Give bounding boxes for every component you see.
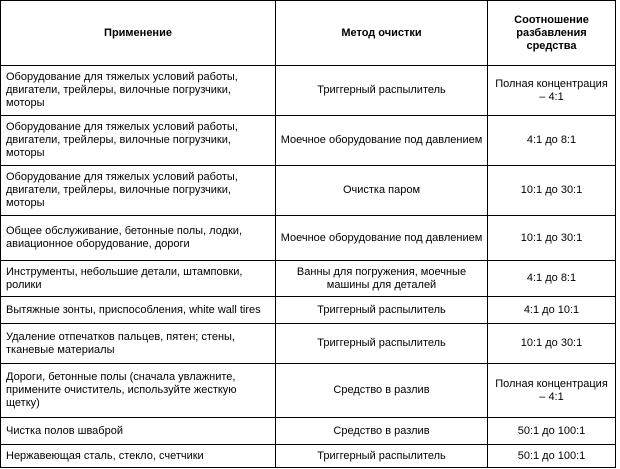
cell-application: Оборудование для тяжелых условий работы, двигатели, трейлеры, вилочные погрузчики, моторы	[1, 66, 276, 116]
table-row	[1, 116, 616, 166]
table-header-row	[1, 1, 616, 66]
cell-application: Чистка полов шваброй	[1, 418, 276, 445]
cell-method: Моечное оборудование под давлением	[276, 216, 488, 261]
table-row	[1, 261, 616, 297]
cell-ratio: 4:1 до 8:1	[488, 261, 616, 297]
table-row	[1, 216, 616, 261]
cell-ratio: 50:1 до 100:1	[488, 445, 616, 468]
cell-application: Общее обслуживание, бетонные полы, лодки, авиационное оборудование, дороги	[1, 216, 276, 261]
cell-method: Очистка паром	[276, 166, 488, 216]
cell-application: Дороги, бетонные полы (сначала увлажните, примените очиститель, используйте жесткую щетку)	[1, 364, 276, 418]
cell-ratio: 10:1 до 30:1	[488, 324, 616, 364]
cell-application: Вытяжные зонты, приспособления, white wall tires	[1, 297, 276, 324]
cell-ratio: 10:1 до 30:1	[488, 216, 616, 261]
cell-method: Триггерный распылитель	[276, 297, 488, 324]
cell-ratio: Полная концентрация – 4:1	[488, 364, 616, 418]
header-application: Применение	[1, 1, 276, 66]
header-ratio: Соотношение разбавления средства	[488, 1, 616, 66]
cell-application: Удаление отпечатков пальцев, пятен; стены, тканевые материалы	[1, 324, 276, 364]
cell-application: Оборудование для тяжелых условий работы, двигатели, трейлеры, вилочные погрузчики, моторы	[1, 166, 276, 216]
cell-application: Оборудование для тяжелых условий работы, двигатели, трейлеры, вилочные погрузчики, моторы	[1, 116, 276, 166]
table-row	[1, 297, 616, 324]
table-row	[1, 445, 616, 468]
cell-method: Ванны для погружения, моечные машины для деталей	[276, 261, 488, 297]
cell-ratio: 4:1 до 10:1	[488, 297, 616, 324]
cell-ratio: 10:1 до 30:1	[488, 166, 616, 216]
cell-method: Средство в разлив	[276, 364, 488, 418]
table-row	[1, 66, 616, 116]
header-method: Метод очистки	[276, 1, 488, 66]
cell-application: Нержавеющая сталь, стекло, счетчики	[1, 445, 276, 468]
table-row	[1, 324, 616, 364]
cell-method: Триггерный распылитель	[276, 445, 488, 468]
table-row	[1, 364, 616, 418]
cell-ratio: Полная концентрация – 4:1	[488, 66, 616, 116]
cell-method: Триггерный распылитель	[276, 66, 488, 116]
table-row	[1, 166, 616, 216]
cell-ratio: 4:1 до 8:1	[488, 116, 616, 166]
cell-method: Средство в разлив	[276, 418, 488, 445]
table-row	[1, 418, 616, 445]
cell-ratio: 50:1 до 100:1	[488, 418, 616, 445]
cell-application: Инструменты, небольшие детали, штамповки, ролики	[1, 261, 276, 297]
cell-method: Моечное оборудование под давлением	[276, 116, 488, 166]
cell-method: Триггерный распылитель	[276, 324, 488, 364]
